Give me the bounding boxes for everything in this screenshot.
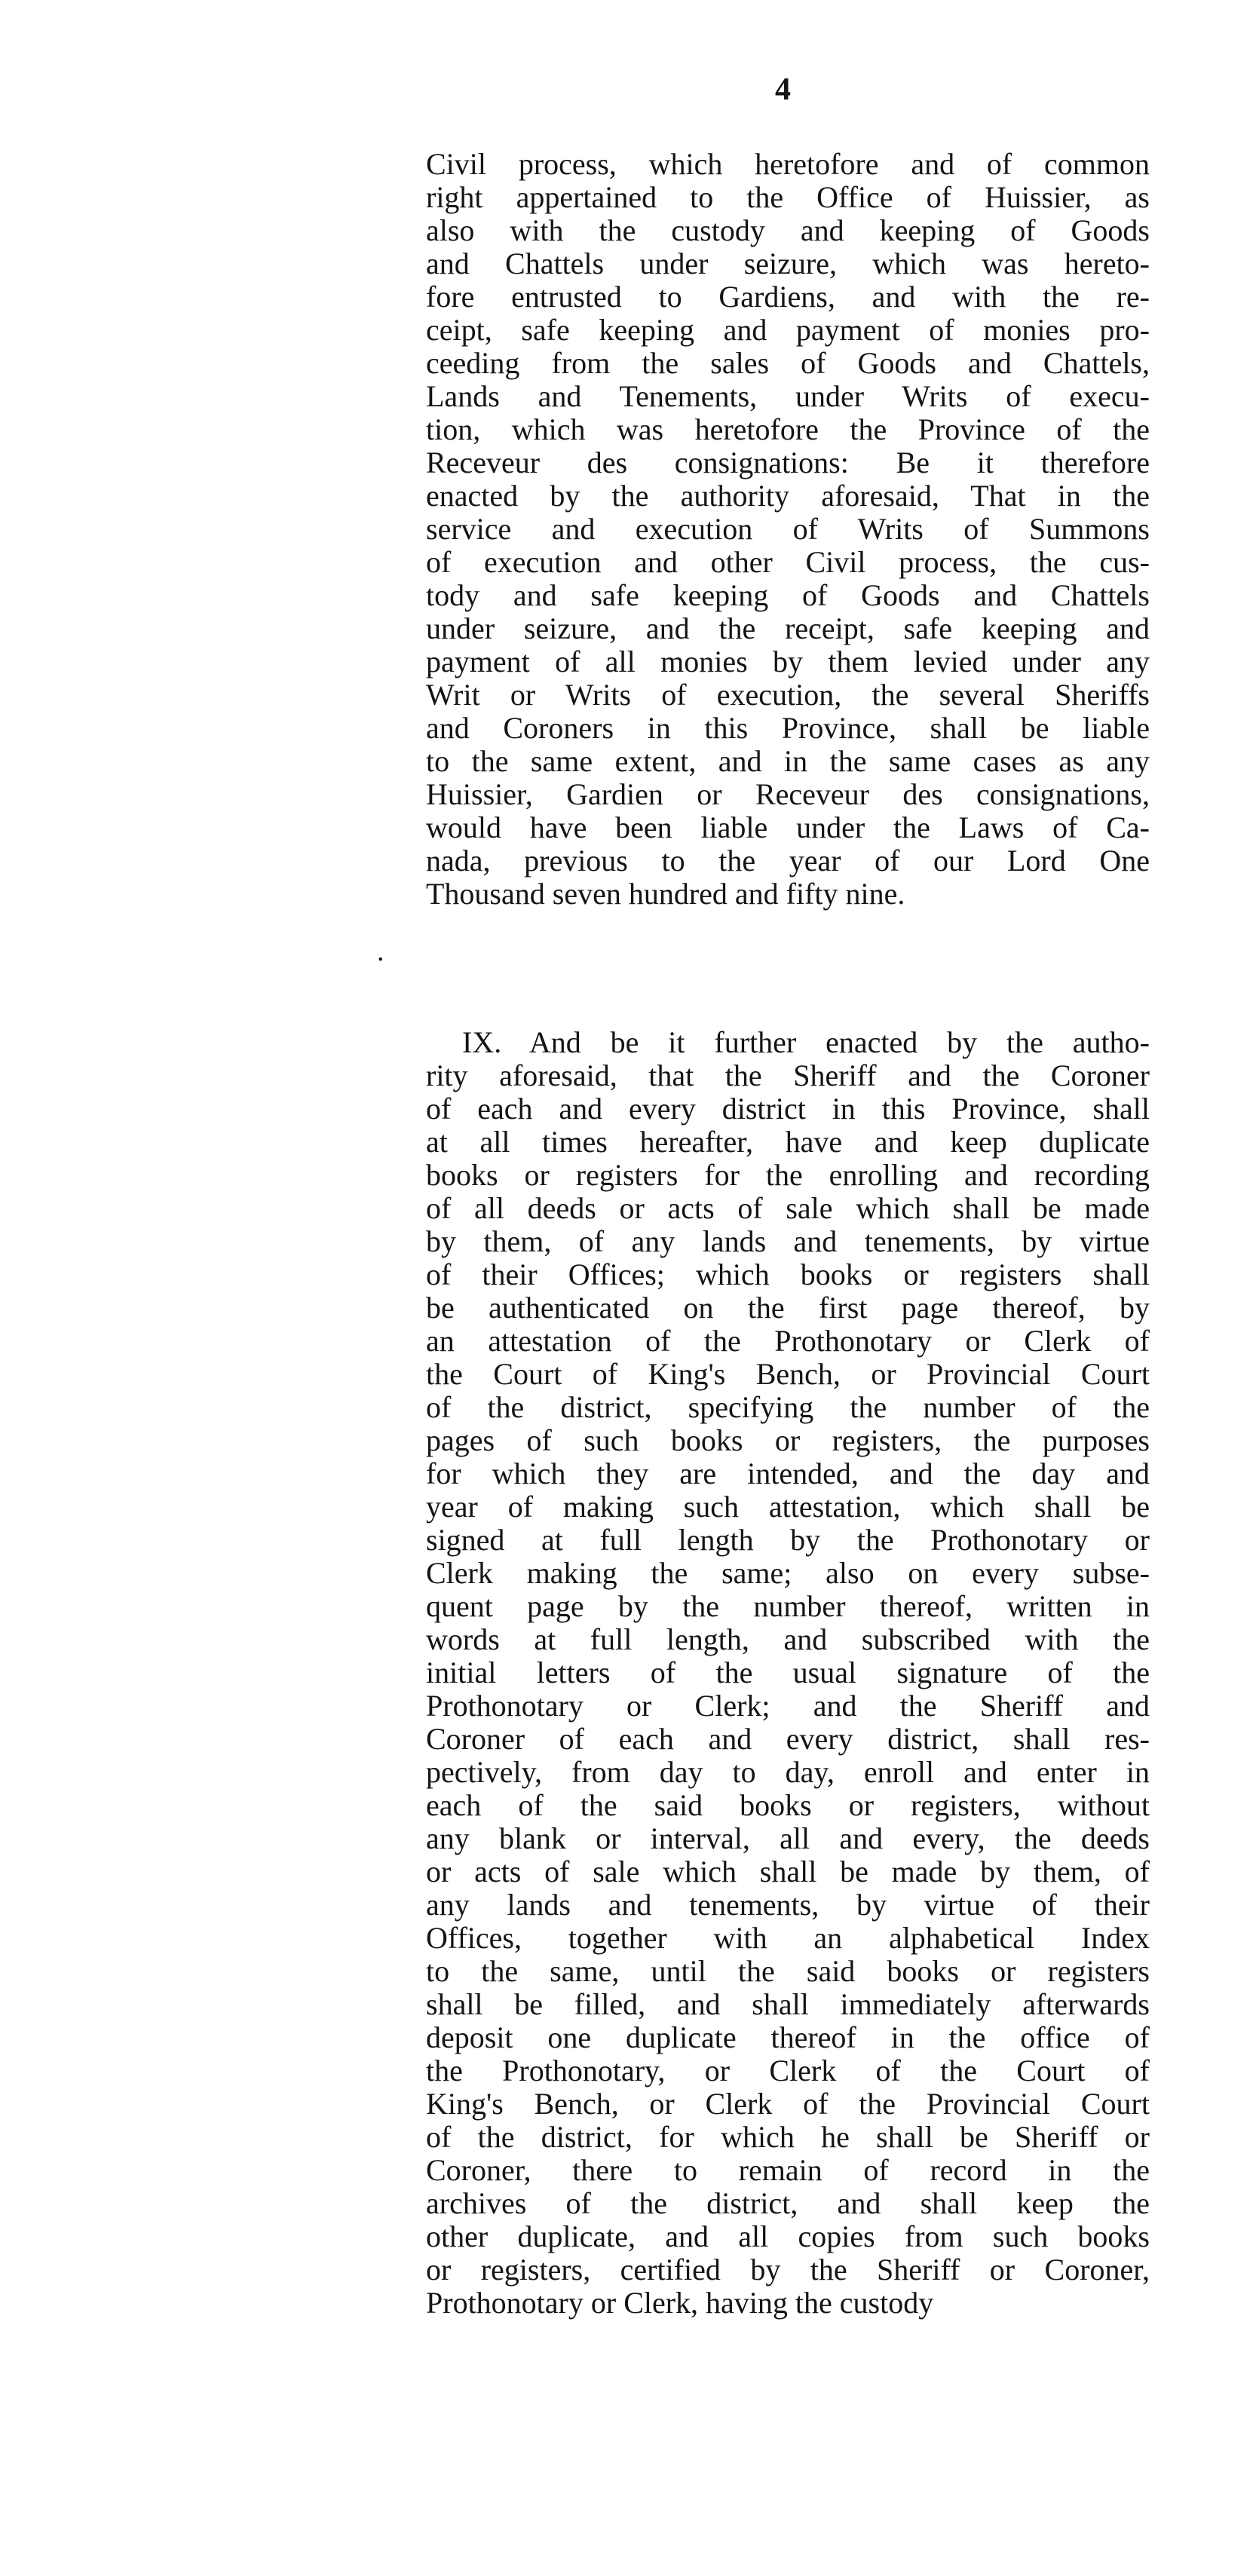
text-line: Huissier, Gardien or Receveur des consignations,	[426, 777, 1150, 811]
text-line: or registers, certified by the Sheriff or Coroner,	[426, 2253, 1150, 2287]
text-line: also with the custody and keeping of Goods	[426, 213, 1150, 247]
text-line: initial letters of the usual signature of the	[426, 1656, 1150, 1689]
text-line: for which they are intended, and the day and	[426, 1456, 1150, 1490]
text-line: Prothonotary or Clerk, having the custody	[426, 2286, 934, 2320]
text-line: the Court of King's Bench, or Provincial Court	[426, 1357, 1150, 1391]
text-line: of their Offices; which books or registers shall	[426, 1257, 1150, 1291]
text-line: Lands and Tenements, under Writs of execu-	[426, 379, 1150, 413]
text-line: would have been liable under the Laws of Ca-	[426, 810, 1150, 844]
text-line: any blank or interval, all and every, the deeds	[426, 1821, 1150, 1855]
text-line: of the district, specifying the number of the	[426, 1390, 1150, 1424]
margin-mark: .	[377, 936, 384, 967]
text-line: nada, previous to the year of our Lord One	[426, 844, 1150, 878]
text-line: by them, of any lands and tenements, by virtue	[426, 1224, 1150, 1258]
text-line: tody and safe keeping of Goods and Chattels	[426, 578, 1150, 612]
text-line: books or registers for the enrolling and recording	[426, 1158, 1150, 1192]
text-line: IX. And be it further enacted by the autho-	[462, 1025, 1150, 1059]
page-number: 4	[775, 72, 791, 107]
text-line: Thousand seven hundred and fifty nine.	[426, 877, 905, 911]
text-line: fore entrusted to Gardiens, and with the re-	[426, 280, 1150, 314]
paragraph-2-section-ix	[426, 1026, 1150, 2320]
text-line: archives of the district, and shall keep the	[426, 2186, 1150, 2220]
text-line: other duplicate, and all copies from such books	[426, 2219, 1150, 2253]
text-line: Offices, together with an alphabetical Index	[426, 1921, 1150, 1955]
text-line: shall be filled, and shall immediately afterwards	[426, 1987, 1150, 2021]
text-line: and Chattels under seizure, which was hereto-	[426, 247, 1150, 280]
text-line: right appertained to the Office of Huissier, as	[426, 180, 1150, 214]
text-line: signed at full length by the Prothonotary or	[426, 1523, 1150, 1557]
text-line: Coroner, there to remain of record in the	[426, 2153, 1150, 2187]
text-line: to the same extent, and in the same cases as any	[426, 744, 1150, 778]
text-line: quent page by the number thereof, written in	[426, 1589, 1150, 1623]
text-line: at all times hereafter, have and keep duplicate	[426, 1125, 1150, 1159]
text-line: of all deeds or acts of sale which shall be made	[426, 1191, 1150, 1225]
text-line: of the district, for which he shall be Sheriff or	[426, 2120, 1150, 2154]
text-line: Writ or Writs of execution, the several Sheriffs	[426, 678, 1150, 712]
text-line: Prothonotary or Clerk; and the Sheriff and	[426, 1689, 1150, 1723]
text-line: ceeding from the sales of Goods and Chattels,	[426, 346, 1150, 380]
text-line: Civil process, which heretofore and of common	[426, 147, 1150, 181]
text-line: under seizure, and the receipt, safe keeping and	[426, 611, 1150, 645]
text-line: to the same, until the said books or registers	[426, 1954, 1150, 1988]
text-line: year of making such attestation, which shall be	[426, 1490, 1150, 1524]
text-line: Clerk making the same; also on every subse-	[426, 1556, 1150, 1590]
text-line: Receveur des consignations: Be it therefore	[426, 446, 1150, 479]
text-line: enacted by the authority aforesaid, That in the	[426, 479, 1150, 513]
text-line: be authenticated on the first page thereof, by	[426, 1291, 1150, 1325]
text-line: tion, which was heretofore the Province of the	[426, 412, 1150, 446]
text-line: and Coroners in this Province, shall be liable	[426, 711, 1150, 745]
text-line: ceipt, safe keeping and payment of monies pro-	[426, 313, 1150, 347]
text-line: pages of such books or registers, the purposes	[426, 1423, 1150, 1457]
text-line: the Prothonotary, or Clerk of the Court of	[426, 2054, 1150, 2087]
paragraph-1	[426, 148, 1150, 911]
text-line: rity aforesaid, that the Sheriff and the Coroner	[426, 1058, 1150, 1092]
text-line: each of the said books or registers, without	[426, 1788, 1150, 1822]
text-line: words at full length, and subscribed with the	[426, 1622, 1150, 1656]
text-line: service and execution of Writs of Summons	[426, 512, 1150, 546]
text-line: any lands and tenements, by virtue of their	[426, 1888, 1150, 1922]
text-line: of execution and other Civil process, the cus-	[426, 545, 1150, 579]
text-line: King's Bench, or Clerk of the Provincial Court	[426, 2087, 1150, 2121]
text-line: or acts of sale which shall be made by them, of	[426, 1855, 1150, 1888]
text-line: pectively, from day to day, enroll and enter in	[426, 1755, 1150, 1789]
text-line: of each and every district in this Province, shall	[426, 1092, 1150, 1126]
text-line: Coroner of each and every district, shall res-	[426, 1722, 1150, 1756]
text-line: payment of all monies by them levied under any	[426, 645, 1150, 678]
text-line: deposit one duplicate thereof in the office of	[426, 2020, 1150, 2054]
text-line: an attestation of the Prothonotary or Clerk of	[426, 1324, 1150, 1358]
